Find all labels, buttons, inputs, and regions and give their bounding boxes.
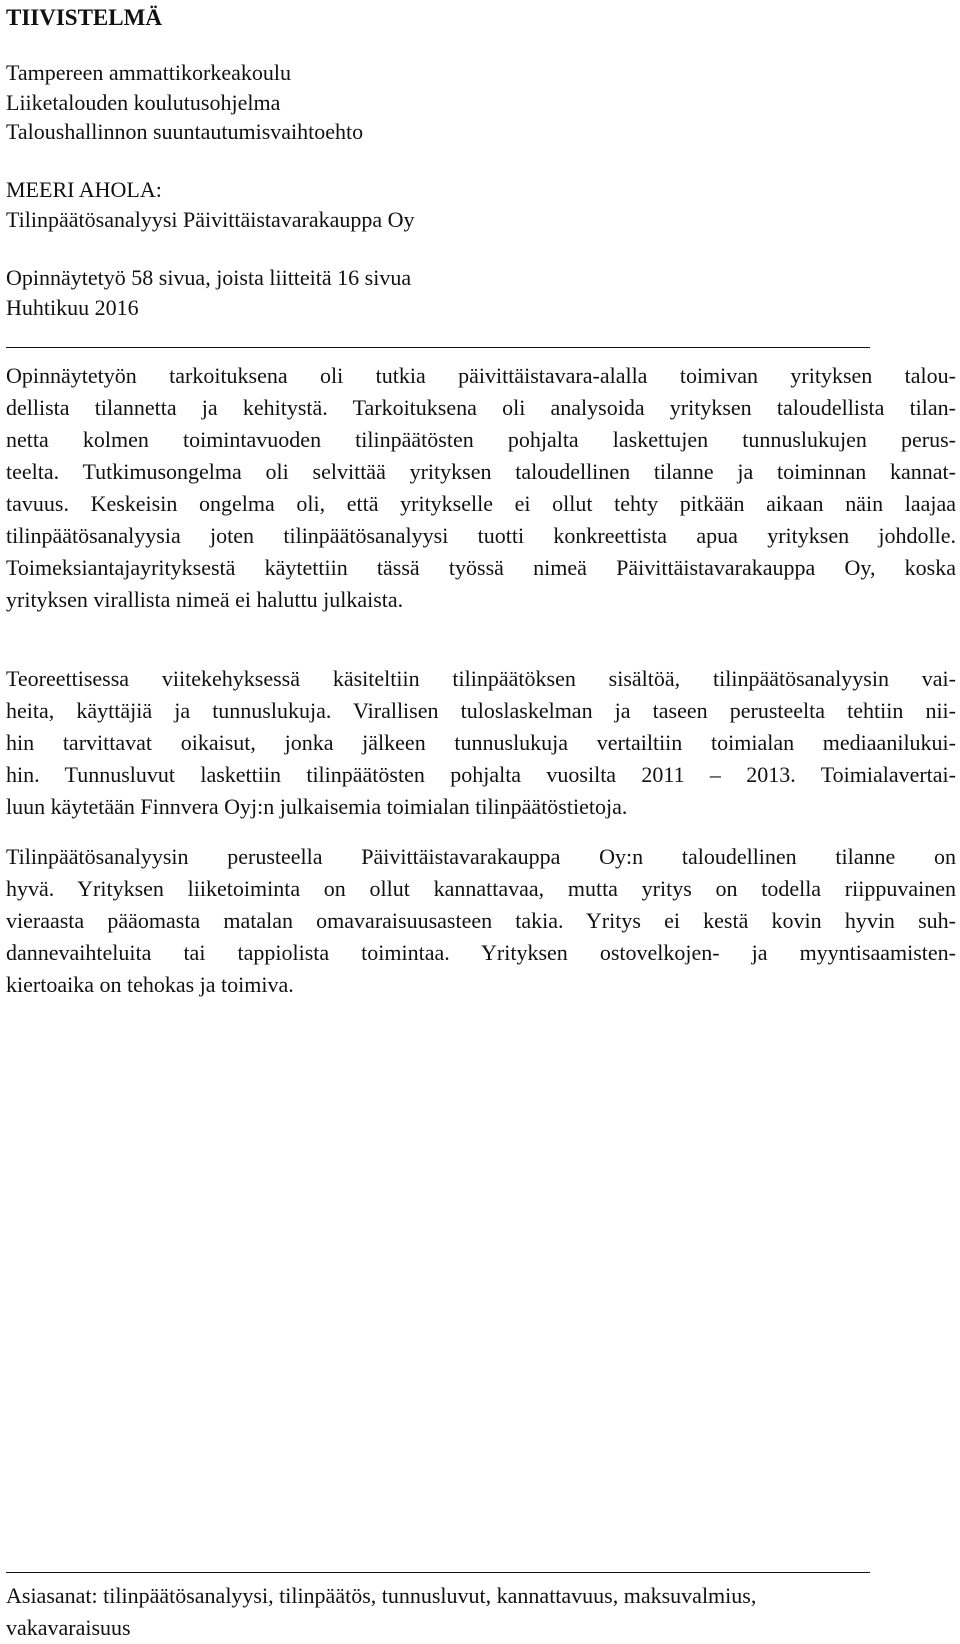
keywords-block [6,1580,956,1644]
paragraph-line: Toimeksiantajayrityksestä käytettiin tässä työssä nimeä Päivittäistavarakauppa Oy, koska [6,555,956,580]
paragraph-line: kiertoaika on tehokas ja toimiva. [6,972,294,997]
top-divider [6,347,870,348]
paragraph-line: dellista tilannetta ja kehitystä. Tarkoituksena oli analysoida yrityksen taloudellista tilan- [6,395,956,420]
publication-date: Huhtikuu 2016 [6,294,139,320]
paragraph-line: hin tarvittavat oikaisut, jonka jälkeen tunnuslukuja vertailtiin toimialan mediaanilukui- [6,730,956,755]
paragraph-line: tilinpäätösanalyysia joten tilinpäätösanalyysi tuotti konkreettista apua yrityksen johdolle. [6,523,956,548]
author-name: MEERI AHOLA: [6,177,162,202]
paragraph-line: yrityksen virallista nimeä ei haluttu julkaista. [6,587,404,612]
paragraph-line: hin. Tunnusluvut laskettiin tilinpäätösten pohjalta vuosilta 2011 – 2013. Toimialavertai- [6,762,956,787]
paragraph-line: vieraasta pääomasta matalan omavaraisuusasteen takia. Yritys ei kestä kovin hyvin suh- [6,908,956,933]
paragraph-line: hyvä. Yrityksen liiketoiminta on ollut kannattavaa, mutta yritys on todella riippuvainen [6,876,956,901]
paragraph-line: teelta. Tutkimusongelma oli selvittää yrityksen taloudellinen tilanne ja toiminnan kannat- [6,459,956,484]
paragraph-line: heita, käyttäjiä ja tunnuslukuja. Virallisen tuloslaskelman ja taseen perusteelta tehtiin nii- [6,698,956,723]
programme-name: Liiketalouden koulutusohjelma [6,89,281,115]
abstract-paragraph-1 [6,360,956,616]
bottom-divider [6,1572,870,1573]
paragraph-line: tavuus. Keskeisin ongelma oli, että yritykselle ei ollut tehty pitkään aikaan näin laajaa [6,491,956,516]
thesis-title: Tilinpäätösanalyysi Päivittäistavarakauppa Oy [6,206,415,232]
specialisation-name: Taloushallinnon suuntautumisvaihtoehto [6,119,364,144]
paragraph-line: Opinnäytetyön tarkoituksena oli tutkia päivittäistavara-alalla toimivan yrityksen talou- [6,363,956,388]
institution-block [6,58,363,147]
paragraph-line: Tilinpäätösanalyysin perusteella Päivittäistavarakauppa Oy:n taloudellinen tilanne on [6,844,956,869]
page-count: Opinnäytetyö 58 sivua, joista liitteitä 16 sivua [6,265,412,290]
paragraph-line: luun käytetään Finnvera Oyj:n julkaisemia toimialan tilinpäätöstietoja. [6,794,628,819]
school-name: Tampereen ammattikorkeakoulu [6,60,291,85]
keywords-line: Asiasanat: tilinpäätösanalyysi, tilinpäätös, tunnusluvut, kannattavuus, maksuvalmius, [6,1583,757,1608]
abstract-paragraph-2 [6,663,956,823]
thesis-author-block [6,175,415,234]
abstract-paragraph-3 [6,841,956,1001]
page-heading: TIIVISTELMÄ [6,5,162,30]
paragraph-line: Teoreettisessa viitekehyksessä käsiteltiin tilinpäätöksen sisältöä, tilinpäätösanalyysin vai- [6,666,956,691]
thesis-info-block [6,263,411,322]
keywords-line: vakavaraisuus [6,1615,131,1640]
paragraph-line: dannevaihteluita tai tappiolista toimintaa. Yrityksen ostovelkojen- ja myyntisaamisten- [6,940,956,965]
paragraph-line: netta kolmen toimintavuoden tilinpäätösten pohjalta laskettujen tunnuslukujen perus- [6,427,956,452]
